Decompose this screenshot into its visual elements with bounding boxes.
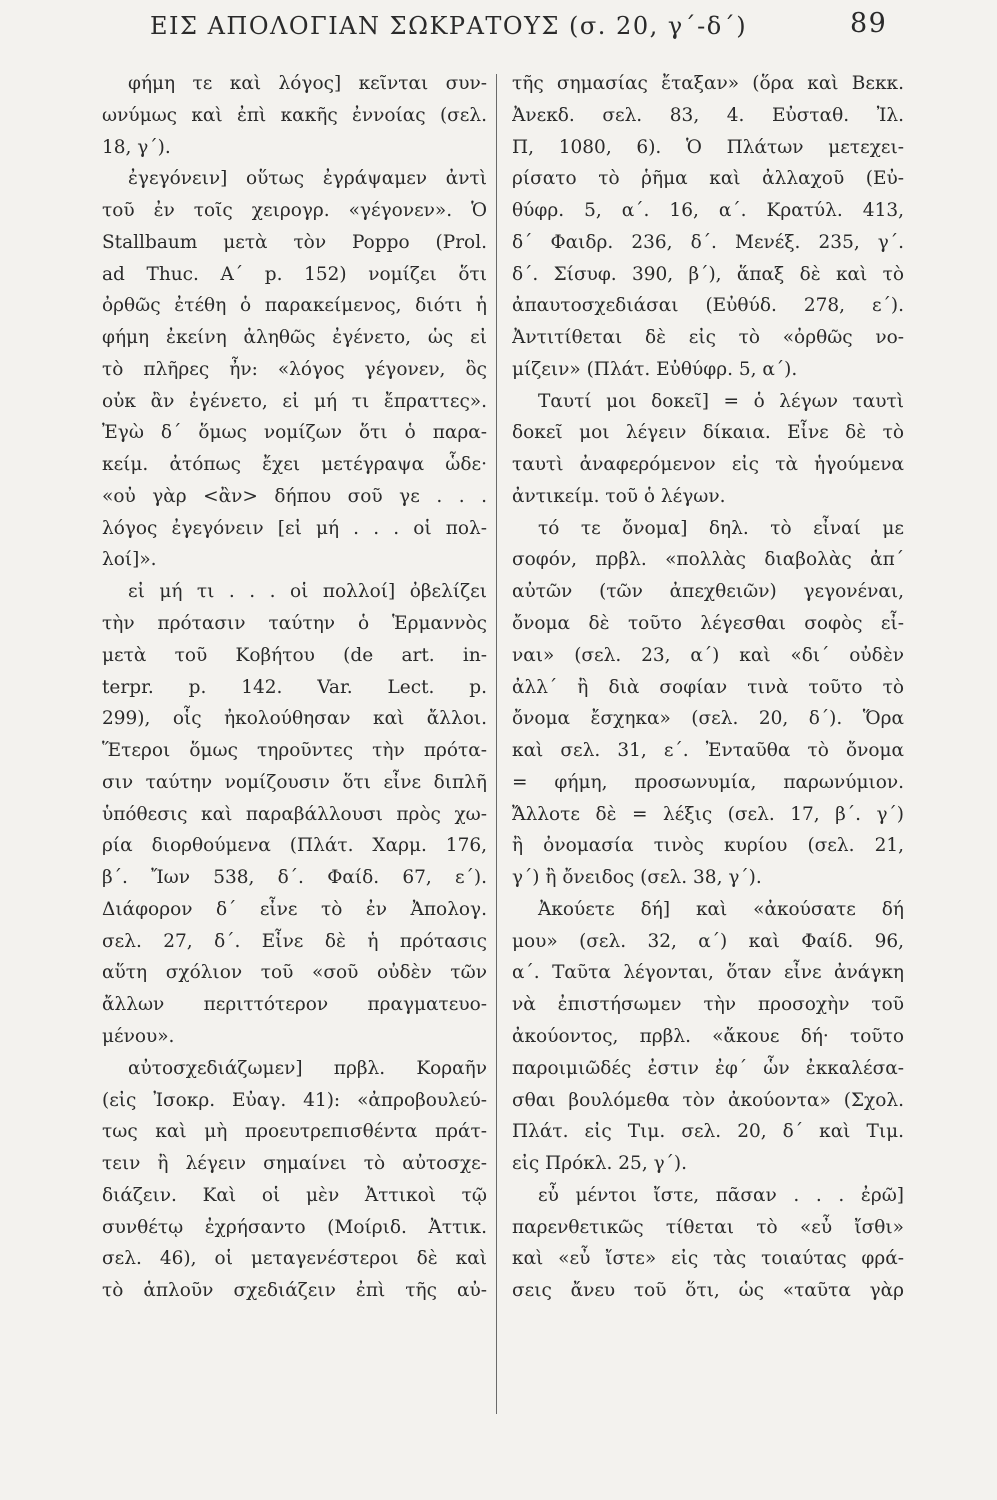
text-line: εἰς Πρόκλ. 25, γ΄). (512, 1153, 687, 1175)
text-line: ἢ ὀνομασία τινὸς κυρίου (σελ. 21, (512, 835, 904, 857)
text-line: μετὰ τοῦ Κοβήτου (de art. in- (102, 644, 487, 666)
text-line: Πλάτ. εἰς Τιμ. σελ. 20, δ΄ καὶ Τιμ. (512, 1121, 904, 1143)
text-line: terpr. p. 142. Var. Lect. p. (102, 676, 487, 698)
text-line: ὀρθῶς ἐτέθη ὁ παρακείμενος, διότι ἡ (102, 295, 487, 317)
text-line: Ἀντιτίθεται δὲ εἰς τὸ «ὀρθῶς νο- (512, 327, 904, 349)
text-line: ἀλλ΄ ἢ διὰ σοφίαν τινὰ τοῦτο τὸ (512, 676, 904, 698)
running-header (150, 8, 890, 48)
text-line: δ΄. Σίσυφ. 390, β΄), ἅπαξ δὲ καὶ τὸ (512, 263, 904, 285)
text-line: παροιμιῶδές ἐστιν ἐφ΄ ὧν ἐκκαλέσα- (512, 1057, 904, 1079)
text-line: ὑπόθεσις καὶ παραβάλλουσι πρὸς χω- (102, 803, 487, 825)
page-number: 89 (850, 8, 888, 39)
text-line: τὸ πλῆρες ἦν: «λόγος γέγονεν, ὃς (102, 358, 487, 380)
text-line: Ἕτεροι ὅμως τηροῦντες τὴν πρότα- (102, 740, 487, 762)
text-line: σεις ἄνευ τοῦ ὅτι, ὡς «ταῦτα γὰρ (512, 1280, 904, 1302)
text-line: μίζειν» (Πλάτ. Εὐθύφρ. 5, α΄). (512, 358, 798, 380)
right-column (512, 68, 904, 1307)
text-line: φήμη τε καὶ λόγος] κεῖνται συν- (128, 73, 487, 94)
column-divider (496, 74, 497, 1414)
text-line: Ἀκούετε δή] καὶ «ἀκούσατε δή (538, 898, 904, 920)
text-line: 299), οἷς ἠκολούθησαν καὶ ἄλλοι. (102, 708, 487, 730)
text-line: φήμη ἐκείνη ἀληθῶς ἐγένετο, ὡς εἰ (102, 327, 487, 349)
text-line: καὶ σελ. 31, ε΄. Ἐνταῦθα τὸ ὄνομα (512, 740, 904, 762)
text-line: Διάφορον δ΄ εἶνε τὸ ἐν Ἀπολογ. (102, 898, 487, 920)
text-line: ωνύμως καὶ ἐπὶ κακῆς ἐννοίας (σελ. (102, 104, 487, 126)
text-line: α΄. Ταῦτα λέγονται, ὅταν εἶνε ἀνάγκη (512, 962, 904, 984)
text-line: ἀκούοντος, πρβλ. «ἄκουε δή· τοῦτο (512, 1025, 904, 1047)
text-line: παρενθετικῶς τίθεται τὸ «εὖ ἴσθι» (512, 1216, 904, 1238)
text-line: τό τε ὄνομα] δηλ. τὸ εἶναί με (538, 517, 904, 539)
text-line: = φήμη, προσωνυμία, παρωνύμιον. (512, 771, 904, 793)
text-line: δοκεῖ μοι λέγειν δίκαια. Εἶνε δὲ τὸ (512, 422, 904, 444)
text-line: Π, 1080, 6). Ὁ Πλάτων μετεχει- (512, 136, 904, 158)
text-line: σοφόν, πρβλ. «πολλὰς διαβολὰς ἀπ΄ (512, 549, 904, 571)
text-line: αὐτοσχεδιάζωμεν] πρβλ. Κοραῆν (128, 1057, 487, 1079)
text-line: γ΄) ἢ ὄνειδος (σελ. 38, γ΄). (512, 867, 762, 889)
text-line: αὐτῶν (τῶν ἀπεχθειῶν) γεγονέναι, (512, 581, 904, 603)
running-title: ΕΙΣ ΑΠΟΛΟΓΙΑΝ ΣΩΚΡΑΤΟΥΣ (σ. 20, γ΄-δ΄) (150, 12, 748, 40)
text-line: σιν ταύτην νομίζουσιν ὅτι εἶνε διπλῆ (102, 771, 487, 793)
text-line: ρία διορθούμενα (Πλάτ. Χαρμ. 176, (102, 835, 487, 857)
text-line: διάζειν. Καὶ οἱ μὲν Ἀττικοὶ τῷ (102, 1184, 487, 1206)
text-line: σελ. 27, δ΄. Εἶνε δὲ ἡ πρότασις (102, 930, 487, 952)
text-line: Ἀνεκδ. σελ. 83, 4. Εὐσταθ. Ἰλ. (512, 104, 904, 126)
text-line: ad Thuc. A΄ p. 152) νομίζει ὅτι (102, 263, 487, 285)
text-line: ἄλλων περιττότερον πραγματευο- (102, 994, 487, 1016)
text-line: β΄. Ἴων 538, δ΄. Φαίδ. 67, ε΄). (102, 867, 487, 889)
text-line: δ΄ Φαιδρ. 236, δ΄. Μενέξ. 235, γ΄. (512, 231, 904, 253)
text-line: ταυτὶ ἀναφερόμενον εἰς τὰ ἡγούμενα (512, 454, 904, 476)
text-line: ἀπαυτοσχεδιάσαι (Εὐθύδ. 278, ε΄). (512, 295, 904, 317)
text-line: τὸ ἁπλοῦν σχεδιάζειν ἐπὶ τῆς αὐ- (102, 1280, 487, 1302)
text-line: (εἰς Ἰσοκρ. Εὐαγ. 41): «ἀπροβουλεύ- (102, 1089, 487, 1111)
text-line: Ἐγὼ δ΄ ὅμως νομίζων ὅτι ὁ παρα- (102, 422, 487, 444)
text-line: κείμ. ἀτόπως ἔχει μετέγραψα ὧδε· (102, 454, 487, 476)
text-line: μου» (σελ. 32, α΄) καὶ Φαίδ. 96, (512, 930, 904, 952)
text-line: τοῦ ἐν τοῖς χειρογρ. «γέγονεν». Ὁ (102, 200, 487, 222)
text-line: οὐκ ἂν ἐγένετο, εἰ μή τι ἔπραττες». (102, 390, 487, 412)
text-line: νὰ ἐπιστήσωμεν τὴν προσοχὴν τοῦ (512, 994, 904, 1016)
text-line: ἐγεγόνειν] οὕτως ἐγράψαμεν ἀντὶ (128, 168, 487, 190)
text-line: Stallbaum μετὰ τὸν Poppo (Prol. (102, 231, 487, 253)
left-column (102, 68, 487, 1307)
text-line: ρίσατο τὸ ῥῆμα καὶ ἀλλαχοῦ (Εὐ- (512, 168, 904, 190)
text-line: θύφρ. 5, α΄. 16, α΄. Κρατύλ. 413, (512, 200, 904, 222)
text-line: «οὐ γὰρ <ἂν> δήπου σοῦ γε . . . (102, 485, 487, 507)
text-line: Ἄλλοτε δὲ = λέξις (σελ. 17, β΄. γ΄) (512, 803, 904, 825)
text-line: ὄνομα ἔσχηκα» (σελ. 20, δ΄). Ὅρα (512, 708, 904, 730)
text-line: εὖ μέντοι ἴστε, πᾶσαν . . . ἐρῶ] (538, 1184, 904, 1206)
text-line: τειν ἢ λέγειν σημαίνει τὸ αὐτοσχε- (102, 1153, 487, 1175)
text-line: λόγος ἐγεγόνειν [εἰ μή . . . οἱ πολ- (102, 517, 487, 539)
text-line: ναι» (σελ. 23, α΄) καὶ «δι΄ οὐδὲν (512, 644, 904, 666)
text-line: αὕτη σχόλιον τοῦ «σοῦ οὐδὲν τῶν (102, 962, 487, 984)
text-line: λοί]». (102, 549, 157, 571)
text-line: τῆς σημασίας ἔταξαν» (ὅρα καὶ Βεκκ. (512, 73, 904, 94)
text-line: συνθέτῳ ἐχρήσαντο (Μοίριδ. Ἀττικ. (102, 1216, 487, 1238)
text-line: μένου». (102, 1025, 175, 1047)
text-line: τὴν πρότασιν ταύτην ὁ Ἑρμαννὸς (102, 613, 487, 635)
text-line: Ταυτί μοι δοκεῖ] = ὁ λέγων ταυτὶ (538, 390, 904, 412)
text-line: ὄνομα δὲ τοῦτο λέγεσθαι σοφὸς εἶ- (512, 613, 904, 635)
text-line: 18, γ΄). (102, 136, 171, 158)
text-line: ἀντικείμ. τοῦ ὁ λέγων. (512, 485, 726, 507)
text-line: σελ. 46), οἱ μεταγενέστεροι δὲ καὶ (102, 1248, 487, 1270)
text-line: εἰ μή τι . . . οἱ πολλοί] ὀβελίζει (128, 581, 487, 603)
text-line: καὶ «εὖ ἴστε» εἰς τὰς τοιαύτας φρά- (512, 1248, 904, 1270)
text-line: σθαι βουλόμεθα τὸν ἀκούοντα» (Σχολ. (512, 1089, 904, 1111)
text-line: τως καὶ μὴ προευτρεπισθέντα πράτ- (102, 1121, 487, 1143)
